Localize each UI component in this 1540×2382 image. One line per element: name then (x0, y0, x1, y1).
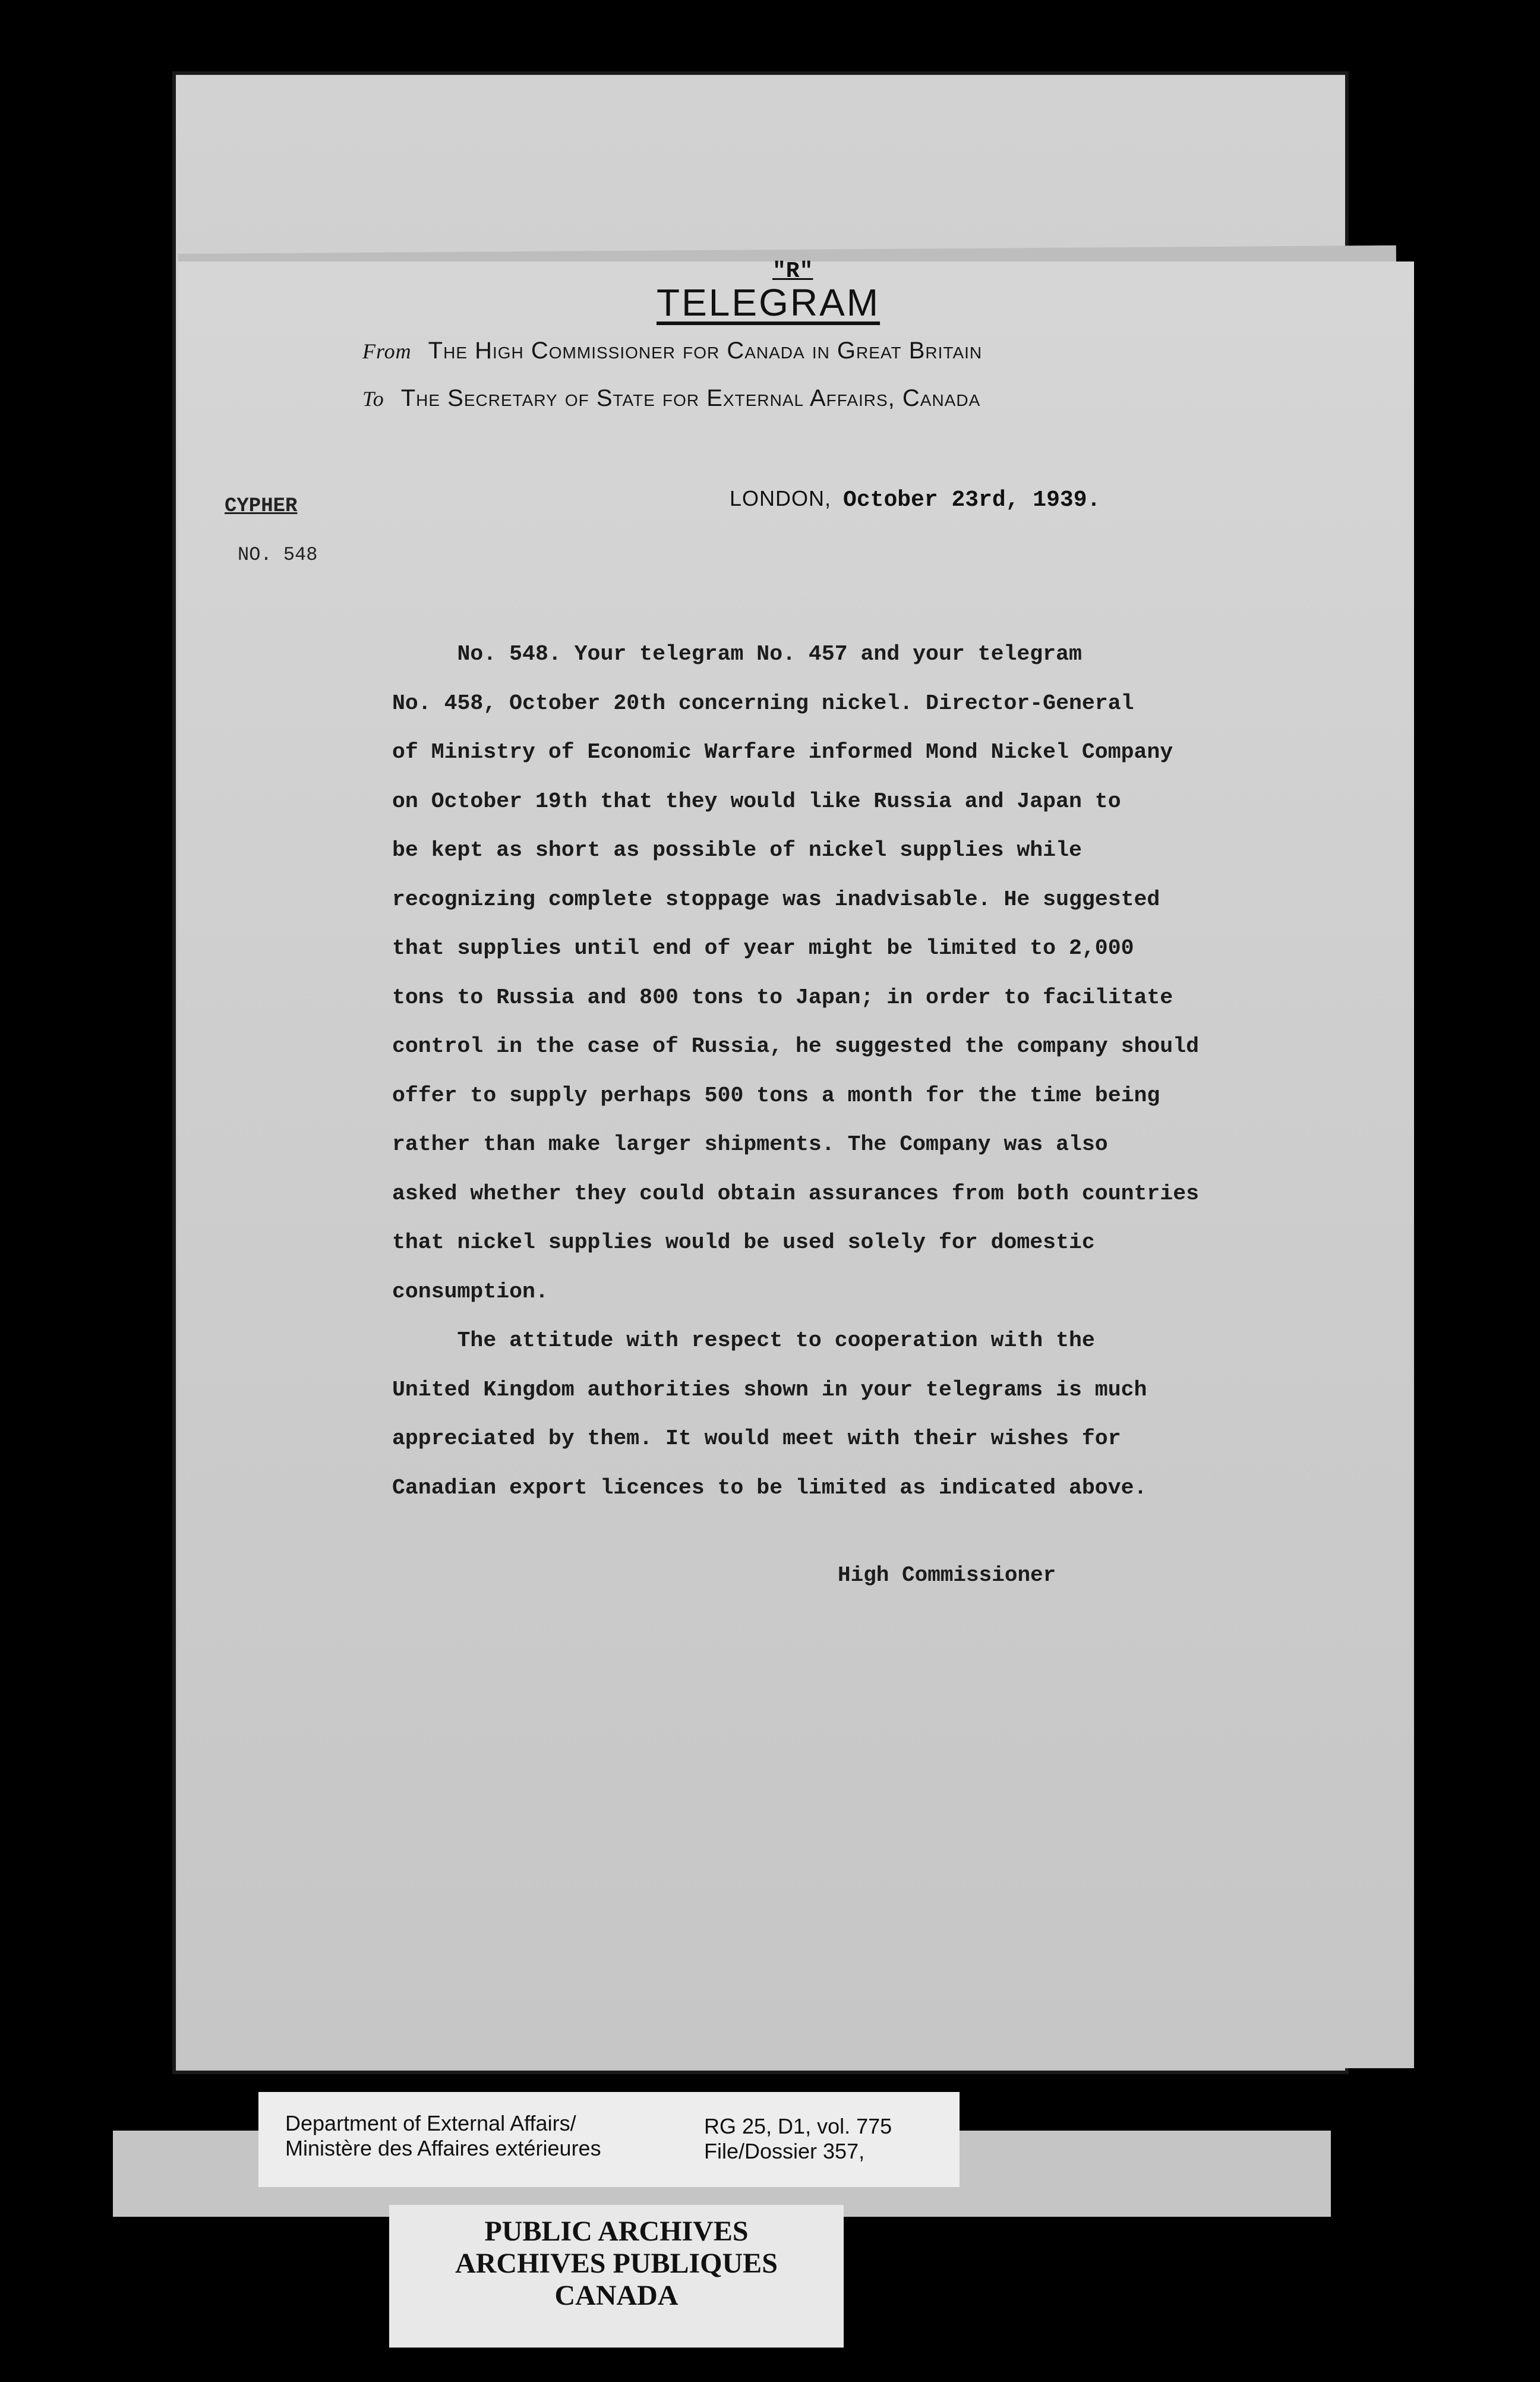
archives-stamp (389, 2216, 844, 2312)
body-line: The attitude with respect to cooperation with the (392, 1328, 1095, 1353)
from-line (362, 338, 982, 364)
body-line: No. 458, October 20th concerning nickel. Director-General (392, 691, 1134, 716)
file-dossier: File/Dossier 357, (704, 2139, 865, 2163)
body-line: on October 19th that they would like Russia and Japan to (392, 789, 1121, 814)
body-line: No. 548. Your telegram No. 457 and your telegram (392, 642, 1082, 666)
body-line: appreciated by them. It would meet with their wishes for (392, 1426, 1121, 1451)
recipient: The Secretary of State for External Affairs, Canada (400, 385, 981, 411)
sender: The High Commissioner for Canada in Great Britain (428, 338, 983, 364)
body-line: consumption. (392, 1279, 548, 1304)
department-label (285, 2111, 601, 2161)
body-line: that nickel supplies would be used solely for domestic (392, 1230, 1095, 1255)
to-line (362, 385, 980, 412)
to-prefix: To (362, 387, 384, 411)
body-line: of Ministry of Economic Warfare informed Mond Nickel Company (392, 740, 1173, 764)
file-reference (704, 2114, 892, 2164)
signature: High Commissioner (838, 1563, 1056, 1587)
place: LONDON, (730, 486, 832, 511)
record-group: RG 25, D1, vol. 775 (704, 2114, 892, 2138)
body-line: tons to Russia and 800 tons to Japan; in order to facilitate (392, 985, 1173, 1010)
body-line: control in the case of Russia, he suggested the company should (392, 1034, 1200, 1058)
department-line-en: Department of External Affairs/ (285, 2111, 576, 2135)
body-line: Canadian export licences to be limited as indicated above. (392, 1475, 1147, 1500)
body-line: United Kingdom authorities shown in your telegrams is much (392, 1377, 1147, 1402)
body-line: offer to supply perhaps 500 tons a month for the time being (392, 1083, 1160, 1108)
archives-line-en: PUBLIC ARCHIVES (484, 2216, 749, 2247)
department-line-fr: Ministère des Affaires extérieures (285, 2136, 601, 2160)
cypher-label: CYPHER (225, 495, 298, 518)
from-prefix: From (362, 339, 412, 363)
body-line: be kept as short as possible of nickel supplies while (392, 838, 1082, 862)
archives-line-country: CANADA (554, 2280, 679, 2311)
place-date (730, 486, 1100, 513)
body-line: that supplies until end of year might be limited to 2,000 (392, 936, 1134, 960)
body-line: rather than make larger shipments. The Company was also (392, 1132, 1108, 1157)
message-body (392, 630, 1295, 1513)
classification-mark: "R" (772, 259, 813, 284)
date: October 23rd, 1939. (843, 487, 1101, 513)
body-line: recognizing complete stoppage was inadvisable. He suggested (392, 887, 1160, 912)
body-line: asked whether they could obtain assurances from both countries (392, 1181, 1200, 1206)
archives-line-fr: ARCHIVES PUBLIQUES (455, 2248, 778, 2279)
telegram-number: NO. 548 (238, 544, 318, 566)
document-title: TELEGRAM (657, 281, 881, 324)
